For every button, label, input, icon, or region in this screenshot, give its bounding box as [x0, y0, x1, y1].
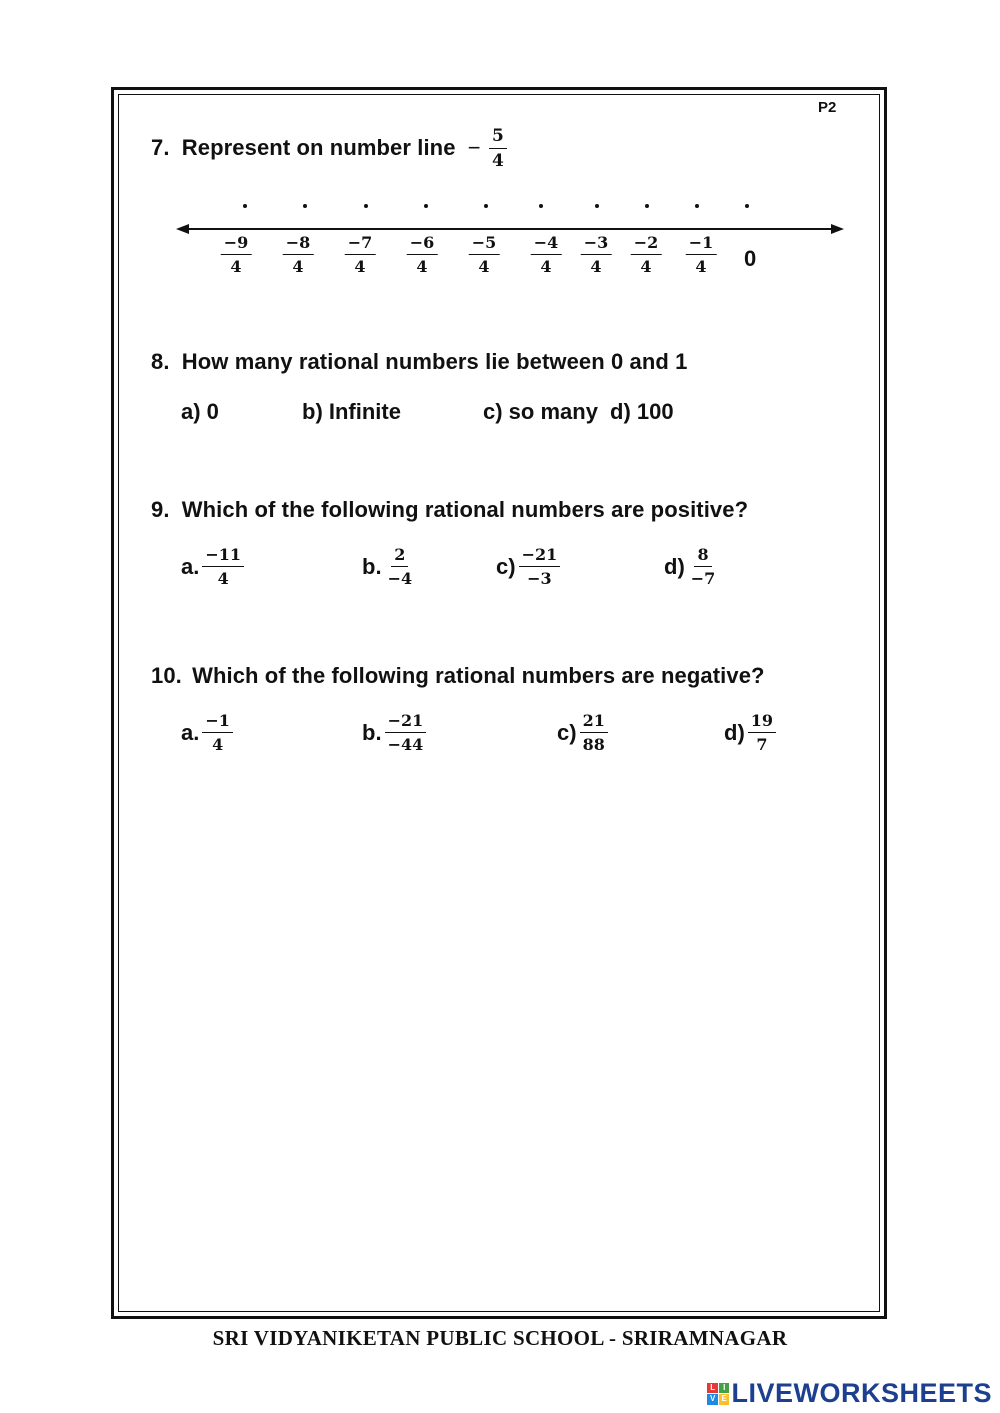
- fraction-denominator: 4: [292, 257, 304, 276]
- number-line-tick-label: [407, 235, 438, 275]
- tick-fraction: [407, 235, 438, 275]
- question-9: [151, 497, 748, 523]
- school-footer: SRI VIDYANIKETAN PUBLIC SCHOOL - SRIRAMNAGAR: [212, 1326, 788, 1350]
- fraction-numerator: −6: [407, 235, 438, 255]
- fraction-numerator: −5: [469, 235, 500, 255]
- q10-option-a[interactable]: [181, 713, 233, 753]
- option-label: a.: [181, 554, 200, 579]
- number-line: [170, 185, 850, 237]
- logo-tile: I: [719, 1383, 730, 1394]
- option-label: c): [496, 554, 516, 579]
- q9-option-c[interactable]: [496, 547, 560, 587]
- fraction-numerator: 19: [748, 713, 776, 733]
- q10-option-b[interactable]: [362, 713, 426, 753]
- q9-option-d[interactable]: [664, 547, 718, 587]
- number-line-tick-label: [631, 235, 662, 275]
- number-line-zero: 0: [744, 246, 757, 271]
- option-label: d): [724, 720, 745, 745]
- number-line-dot[interactable]: [484, 204, 488, 208]
- fraction-denominator: 4: [478, 257, 490, 276]
- number-line-right-arrow: [831, 224, 844, 234]
- tick-fraction: [469, 235, 500, 275]
- option-label: d): [664, 554, 685, 579]
- fraction-denominator: 4: [491, 151, 504, 171]
- fraction-denominator: −3: [527, 569, 552, 588]
- number-line-dot[interactable]: [595, 204, 599, 208]
- fraction-numerator: −1: [686, 235, 717, 255]
- fraction-numerator: −9: [221, 235, 252, 255]
- page-label: P2: [818, 99, 837, 116]
- number-line-dots: [243, 204, 749, 208]
- tick-fraction: [221, 235, 252, 275]
- tick-fraction: [686, 235, 717, 275]
- fraction-numerator: −3: [581, 235, 612, 255]
- fraction-numerator: −2: [631, 235, 662, 255]
- fraction-numerator: 2: [391, 547, 408, 567]
- q9-option-a[interactable]: [181, 547, 244, 587]
- fraction-numerator: −21: [385, 713, 427, 733]
- question-10-number: 10.: [151, 663, 182, 688]
- fraction-numerator: −7: [345, 235, 376, 255]
- number-line-tick-label: [345, 235, 376, 275]
- number-line-dot[interactable]: [424, 204, 428, 208]
- q8-option-d[interactable]: d) 100: [610, 399, 674, 424]
- fraction-denominator: 7: [756, 735, 768, 754]
- number-line-tick-label: [581, 235, 612, 275]
- logo-tile: V: [707, 1394, 718, 1405]
- liveworksheets-brand[interactable]: [707, 1378, 992, 1409]
- number-line-tick-label: [283, 235, 314, 275]
- fraction-denominator: 4: [640, 257, 652, 276]
- question-9-number: 9.: [151, 497, 170, 522]
- fraction-denominator: 88: [582, 735, 605, 754]
- fraction-denominator: 4: [590, 257, 602, 276]
- fraction-denominator: 4: [695, 257, 707, 276]
- liveworksheets-logo-icon: [707, 1383, 729, 1405]
- fraction-numerator: 5: [489, 128, 507, 149]
- number-line-tick-label: [686, 235, 717, 275]
- fraction-denominator: 4: [212, 735, 224, 754]
- number-line-dot[interactable]: [645, 204, 649, 208]
- fraction-numerator: −8: [283, 235, 314, 255]
- fraction-denominator: 4: [540, 257, 552, 276]
- fraction-denominator: 4: [230, 257, 242, 276]
- number-line-dot[interactable]: [364, 204, 368, 208]
- option-fraction: [385, 713, 427, 753]
- fraction-denominator: −4: [387, 569, 413, 588]
- number-line-dot[interactable]: [303, 204, 307, 208]
- tick-fraction: [631, 235, 662, 275]
- number-line-tick-label: [531, 235, 562, 275]
- fraction-numerator: 21: [580, 713, 608, 733]
- question-10-text: Which of the following rational numbers are negative?: [192, 663, 765, 688]
- fraction-numerator: −21: [519, 547, 561, 567]
- fraction-denominator: 4: [354, 257, 366, 276]
- number-line-tick-label: [469, 235, 500, 275]
- q8-option-c[interactable]: c) so many: [483, 399, 598, 424]
- number-line-tick-label: [221, 235, 252, 275]
- tick-fraction: [283, 235, 314, 275]
- question-7-sign: −: [467, 134, 481, 160]
- option-label: b.: [362, 720, 382, 745]
- option-fraction: [519, 547, 561, 587]
- fraction-denominator: 4: [416, 257, 428, 276]
- tick-fraction: [581, 235, 612, 275]
- logo-tile: E: [719, 1394, 730, 1405]
- option-fraction: [748, 713, 776, 753]
- fraction-numerator: −1: [202, 713, 233, 733]
- liveworksheets-text: LIVEWORKSHEETS: [731, 1378, 992, 1408]
- question-9-text: Which of the following rational numbers are positive?: [181, 497, 749, 522]
- option-fraction: [580, 713, 608, 753]
- number-line-dot[interactable]: [243, 204, 247, 208]
- number-line-dot[interactable]: [695, 204, 699, 208]
- question-8-text: How many rational numbers lie between 0 and 1: [181, 349, 688, 374]
- number-line-dot[interactable]: [745, 204, 749, 208]
- question-10: [151, 663, 765, 689]
- fraction-denominator: −44: [387, 735, 424, 754]
- question-7-number: 7.: [151, 134, 170, 160]
- option-fraction: [688, 547, 719, 587]
- q10-option-c[interactable]: [557, 713, 608, 753]
- q10-option-d[interactable]: [724, 713, 776, 753]
- page-border-inner: [118, 94, 880, 1312]
- number-line-dot[interactable]: [539, 204, 543, 208]
- question-7-fraction: [489, 128, 507, 170]
- fraction-denominator: 4: [217, 569, 229, 588]
- option-fraction: [202, 547, 244, 587]
- number-line-left-arrow: [176, 224, 189, 234]
- fraction-denominator: −7: [690, 569, 716, 588]
- question-7: [151, 128, 507, 170]
- option-fraction: [385, 547, 416, 587]
- fraction-numerator: 8: [694, 547, 711, 567]
- question-8: [151, 349, 688, 375]
- tick-fraction: [345, 235, 376, 275]
- option-fraction: [202, 713, 233, 753]
- q8-option-a[interactable]: a) 0: [181, 399, 219, 424]
- option-label: c): [557, 720, 577, 745]
- fraction-numerator: −4: [531, 235, 562, 255]
- option-label: a.: [181, 720, 200, 745]
- q8-option-b[interactable]: b) Infinite: [302, 399, 401, 424]
- tick-fraction: [531, 235, 562, 275]
- question-8-number: 8.: [151, 349, 170, 374]
- question-7-text: Represent on number line: [181, 134, 456, 160]
- q9-option-b[interactable]: [362, 547, 415, 587]
- fraction-numerator: −11: [202, 547, 244, 567]
- logo-tile: L: [707, 1383, 718, 1394]
- option-label: b.: [362, 554, 382, 579]
